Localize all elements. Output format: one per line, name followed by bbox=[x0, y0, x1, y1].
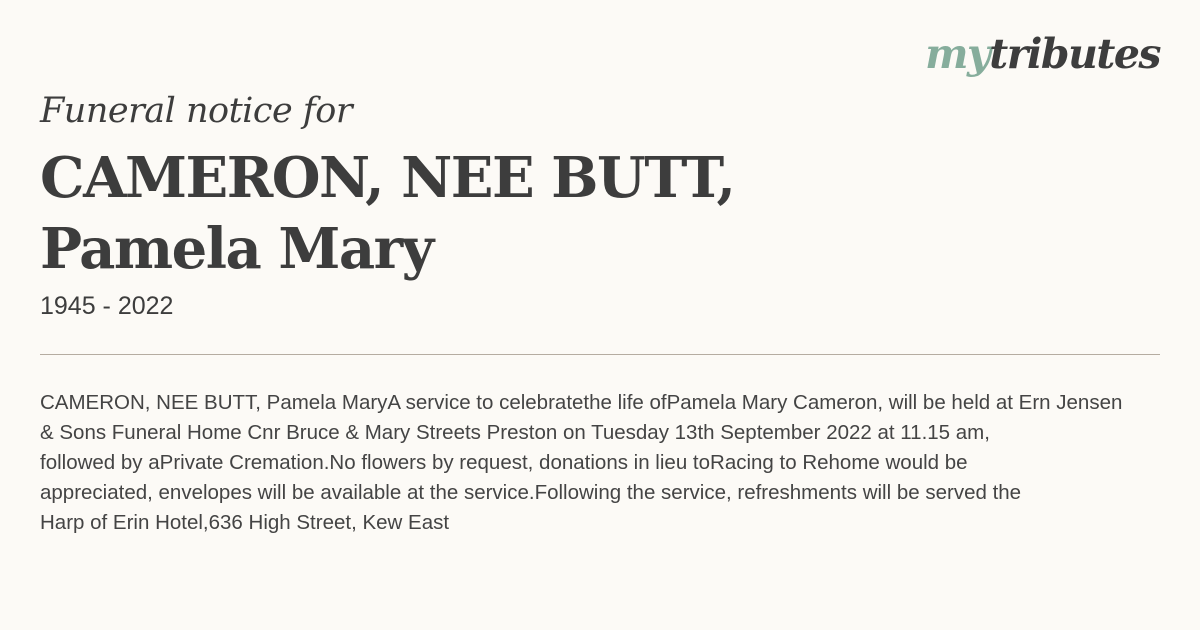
mytributes-logo bbox=[925, 30, 1160, 78]
logo-my-text: my bbox=[925, 30, 990, 78]
deceased-name-line-2: Pamela Mary bbox=[40, 216, 433, 282]
deceased-name bbox=[40, 143, 940, 285]
notice-body-line: & Sons Funeral Home Cnr Bruce & Mary Streets Preston on Tuesday 13th September 2022 at 11.15 am, bbox=[40, 421, 990, 444]
notice-body-line: appreciated, envelopes will be available at the service.Following the service, refreshments will be served the bbox=[40, 481, 1022, 504]
divider bbox=[40, 354, 1160, 355]
notice-label: Funeral notice for bbox=[40, 91, 353, 131]
notice-body-line: followed by aPrivate Cremation.No flowers by request, donations in lieu toRacing to Rehome would be bbox=[40, 451, 968, 474]
logo-tributes-text: tributes bbox=[989, 30, 1160, 78]
notice-body-line: CAMERON, NEE BUTT, Pamela MaryA service to celebratethe life ofPamela Mary Cameron, will be held at Ern Jensen bbox=[40, 391, 1123, 414]
notice-body bbox=[40, 388, 1180, 538]
deceased-name-line-1: CAMERON, NEE BUTT, bbox=[40, 145, 735, 211]
life-years: 1945 - 2022 bbox=[40, 292, 174, 320]
notice-body-line: Harp of Erin Hotel,636 High Street, Kew East bbox=[40, 511, 450, 534]
